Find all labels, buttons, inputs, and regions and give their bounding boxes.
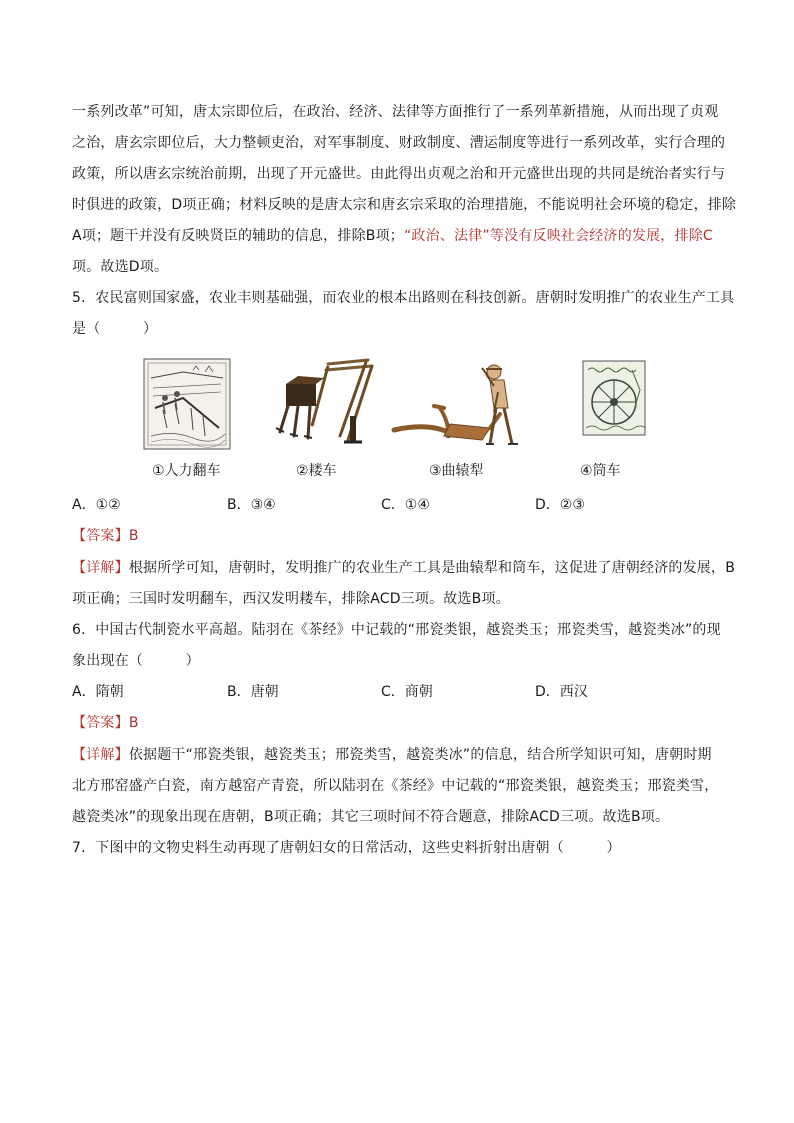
answer-line — [72, 526, 722, 546]
q4-explanation-line: 项。故选D项。 — [72, 259, 169, 275]
option-d: D．西汉 — [535, 684, 588, 700]
image-caption: ③曲辕犁 — [429, 463, 484, 479]
q4-explanation-line: 一系列改革”可知，唐太宗即位后，在政治、经济、法律等方面推行了一系列革新措施，从而出现了贞观 — [72, 104, 719, 120]
tube-waterwheel-illustration — [582, 360, 646, 436]
detail-text: 依据题干“邢瓷类银，越瓷类玉；邢瓷类雪，越瓷类冰”的信息，结合所学知识可知，唐朝时期 — [128, 747, 712, 763]
answer-value: B — [128, 528, 139, 544]
q4-explanation-line: 时俱进的政策，D项正确；材料反映的是唐太宗和唐玄宗采取的治理措施，不能说明社会环境的稳定，排除 — [72, 197, 737, 213]
image-caption: ④筒车 — [580, 463, 621, 479]
option-b: B．③④ — [227, 497, 276, 513]
detail-tag: 【详解】 — [72, 560, 129, 576]
detail-line: 越瓷类冰”的现象出现在唐朝，B项正确；其它三项时间不符合题意，排除ACD三项。故选B项。 — [72, 809, 670, 825]
seed-drill-illustration — [268, 356, 378, 452]
answer-value: B — [128, 715, 139, 731]
q4-explanation-line: 之治，唐玄宗即位后，大力整顿吏治，对军事制度、财政制度、漕运制度等进行一系列改革，实行合理的 — [72, 135, 726, 151]
option-b: B．唐朝 — [227, 684, 279, 700]
answer-tag: 【答案】 — [72, 528, 129, 544]
q6-stem: 象出现在（ ） — [72, 653, 200, 669]
detail-line: 项正确；三国时发明翻车，西汉发明耧车，排除ACD三项。故选B项。 — [72, 591, 510, 607]
detail-line: 北方邢窑盛产白瓷，南方越窑产青瓷，所以陆羽在《茶经》中记载的“邢瓷类银，越瓷类玉；邢瓷类雪， — [72, 778, 719, 794]
answer-line — [72, 713, 722, 733]
detail-tag: 【详解】 — [72, 747, 129, 763]
option-a: A．①② — [72, 497, 121, 513]
answer-tag: 【答案】 — [72, 715, 129, 731]
option-c: C．①④ — [381, 497, 430, 513]
option-c: C．商朝 — [381, 684, 433, 700]
option-a: A．隋朝 — [72, 684, 124, 700]
q5-stem: 5．农民富则国家盛，农业丰则基础强，而农业的根本出路则在科技创新。唐朝时发明推广的农业生产工具 — [72, 290, 735, 306]
q4-explanation-line: 政策，所以唐玄宗统治前期，出现了开元盛世。由此得出贞观之治和开元盛世出现的共同是统治者实行与 — [72, 166, 726, 182]
image-caption: ①人力翻车 — [152, 463, 221, 479]
q5-stem: 是（ ） — [72, 321, 158, 337]
detail-text: 根据所学可知，唐朝时，发明推广的农业生产工具是曲辕犁和筒车，这促进了唐朝经济的发展，B — [128, 560, 736, 576]
option-d: D．②③ — [535, 497, 585, 513]
detail-line — [72, 745, 722, 765]
image-caption: ②耧车 — [296, 463, 337, 479]
q4-explanation-line — [72, 226, 722, 246]
q6-stem: 6．中国古代制瓷水平高超。陆羽在《茶经》中记载的“邢瓷类银，越瓷类玉；邢瓷类雪，越瓷类冰”的现 — [72, 622, 721, 638]
curved-plough-illustration — [390, 364, 528, 450]
q4-explanation-text: A项；题干并没有反映贤臣的辅助的信息，排除B项； — [72, 228, 404, 244]
q4-explanation-red-text: “政治、法律”等没有反映社会经济的发展，排除C — [403, 228, 713, 244]
detail-line — [72, 558, 736, 578]
q7-stem: 7．下图中的文物史料生动再现了唐朝妇女的日常活动，这些史料折射出唐朝（ ） — [72, 840, 621, 856]
waterwheel-pump-illustration — [143, 358, 231, 450]
